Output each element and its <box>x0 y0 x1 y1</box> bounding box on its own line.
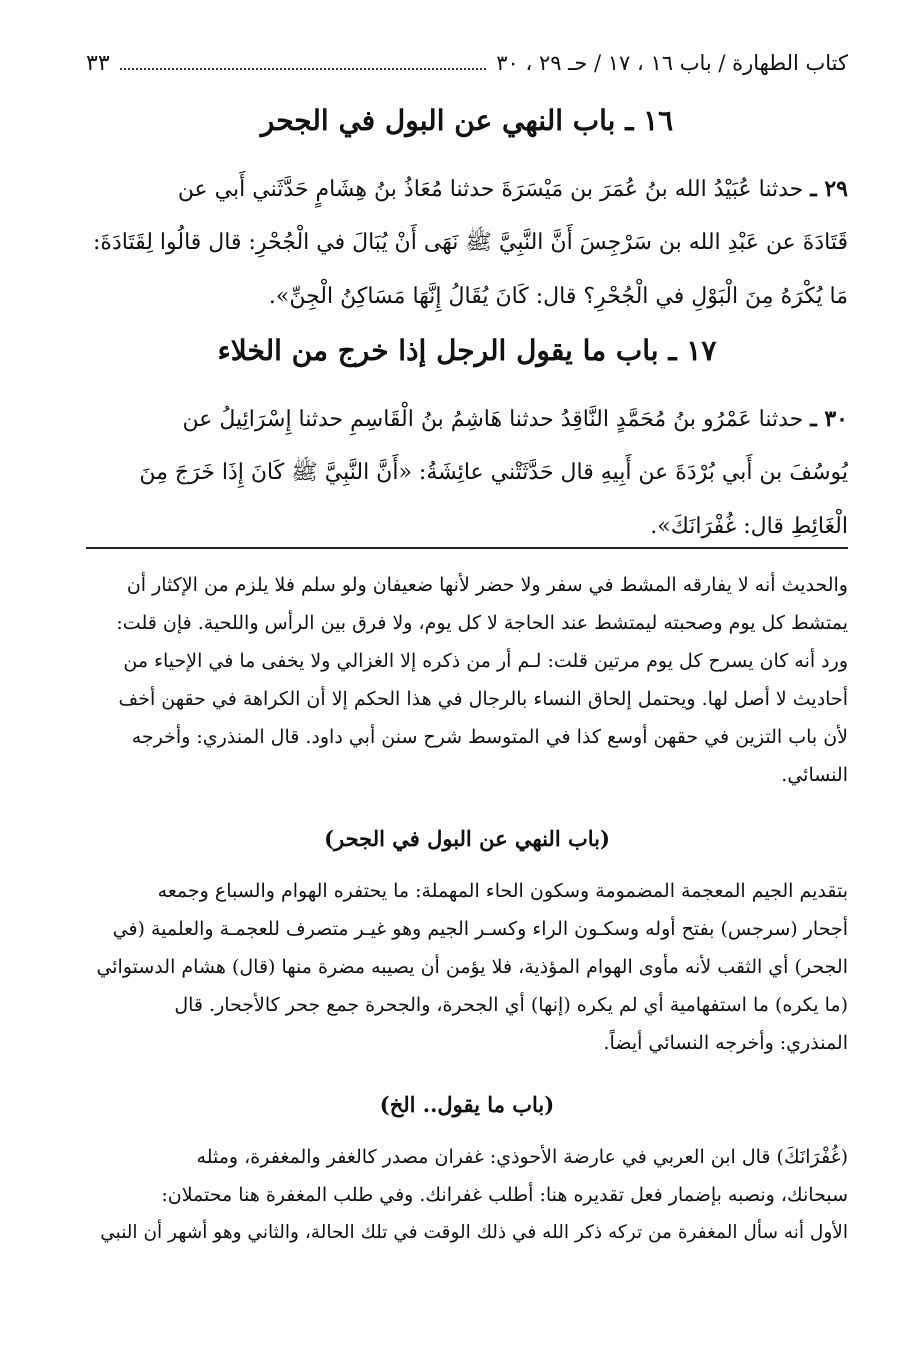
commentary-line: المنذري: وأخرجه النسائي أيضاً. <box>603 1032 848 1054</box>
commentary-line: لأن باب التزين في حقهن أوسع كذا في المتوسط شرح سنن أبي داود. قال المنذري: وأخرجه <box>131 726 848 748</box>
chapter-17-number: ١٧ ـ <box>668 334 717 367</box>
chapter-17-heading <box>86 334 848 367</box>
commentary-line: الجحر) أي الثقب لأنه مأوى الهوام المؤذية، فلا يؤمن أن يصيبه مضرة منها (قال) هشام الدستوائي <box>96 956 848 978</box>
hadith-30-line: يُوسُفَ بن أَبي بُرْدَةَ عن أَبِيهِ قال حَدَّثَتْني عائِشَةُ: «أَنَّ النَّبِيَّ ﷺ كَانَ إِذَا خَرَجَ مِنَ <box>139 460 848 485</box>
commentary-line: يمتشط كل يوم وصحبته ليمتشط عند الحاجة لا كل يوم، ولا فرق بين الرأس واللحية. فإن قلت: <box>116 612 848 634</box>
header-dot-leader <box>120 56 487 70</box>
chapter-17-keyword: باب <box>615 334 659 367</box>
hadith-30-number: ٣٠ ـ <box>810 406 848 432</box>
hadith-30-line <box>86 392 848 446</box>
chapter-16-number: ١٦ ـ <box>625 104 674 137</box>
hadith-30-text: حدثنا عَمْرُو بنُ مُحَمَّدٍ النَّاقِدُ حدثنا هَاشِمُ بنُ الْقَاسِمِ حدثنا إِسْرَائِيلُ عن <box>182 407 804 432</box>
commentary-line: والحديث أنه لا يفارقه المشط في سفر ولا حضر لأنها ضعيفان ولو سلم فلا يلزم من الإكثار أن <box>126 574 848 596</box>
hadith-29-line: قَتَادَةَ عن عَبْدِ الله بن سَرْجِسَ أَنَّ النَّبِيَّ ﷺ نَهَى أَنْ يُبَالَ في الْجُحْرِ: قال قالُوا لِقَتَادَةَ: <box>93 230 848 255</box>
commentary-line: أجحار (سرجس) بفتح أوله وسكـون الراء وكسـر الجيم وهو غيـر متصرف للعجمـة والعلمية (في <box>112 918 848 940</box>
commentary-line: النسائي. <box>781 764 848 786</box>
hadith-29-number: ٢٩ ـ <box>810 176 848 202</box>
hadith-29-text: حدثنا عُبَيْدُ الله بنُ عُمَرَ بن مَيْسَرَةَ حدثنا مُعَاذُ بنُ هِشَامٍ حَدَّثَني أَبي عن <box>177 177 804 202</box>
chapter-16-title: النهي عن البول في الجحر <box>260 104 563 137</box>
hadith-29 <box>86 162 848 324</box>
hadith-29-line <box>86 162 848 216</box>
commentary-line: بتقديم الجيم المعجمة المضمومة وسكون الحاء المهملة: ما يحتفره الهوام والسباع وجمعه <box>157 880 848 902</box>
page-number: ٣٣ <box>86 50 110 76</box>
footnote-separator <box>86 547 848 549</box>
hadith-30 <box>86 392 848 554</box>
commentary-line: أحاديث لا أصل لها. ويحتمل إلحاق النساء بالرجال في هذا الحكم إلا أن الكراهة في حقهن أخف <box>118 688 848 710</box>
commentary-line: ورد أنه كان يسرح كل يوم مرتين قلت: لـم أر من ذكره إلا الغزالي ولا يخفى ما في الإحياء من <box>123 650 848 672</box>
chapter-16-heading <box>86 104 848 137</box>
running-header <box>86 46 848 80</box>
chapter-17-title: ما يقول الرجل إذا خرج من الخلاء <box>217 334 607 367</box>
commentary-subheading-2: (باب ما يقول.. الخ) <box>379 1092 555 1117</box>
commentary-line: سبحانك، ونصبه بإضمار فعل تقديره هنا: أطلب غفرانك. وفي طلب المغفرة هنا محتملان: <box>161 1184 848 1206</box>
commentary-subheading-1: (باب النهي عن البول في الجحر) <box>324 826 610 851</box>
hadith-29-line: مَا يُكْرَهُ مِنَ الْبَوْلِ في الْجُحْرِ؟ قال: كَانَ يُقَالُ إِنَّهَا مَسَاكِنُ الْجِنِّ». <box>268 284 848 309</box>
header-title: كتاب الطهارة / باب ١٦ ، ١٧ / حـ ٢٩ ، ٣٠ <box>496 51 848 75</box>
commentary-line: (ما يكره) ما استفهامية أي لم يكره (إنها) أي الجحرة، والجحرة جمع جحر كالأجحار. قال <box>174 994 848 1016</box>
commentary-line: (غُفْرَانَكَ) قال ابن العربي في عارضة الأحوذي: غفران مصدر كالغفر والمغفرة، ومثله <box>196 1146 848 1168</box>
commentary-line: الأول أنه سأل المغفرة من تركه ذكر الله في ذلك الوقت في تلك الحالة، والثاني وهو أشهر أن النبي <box>100 1222 848 1243</box>
chapter-16-keyword: باب <box>572 104 616 137</box>
commentary-block-2 <box>86 872 848 1062</box>
commentary-block-1 <box>86 566 848 794</box>
hadith-30-line: الْغَائِطِ قال: غُفْرَانَكَ». <box>650 514 848 539</box>
commentary-block-3 <box>86 1138 848 1252</box>
